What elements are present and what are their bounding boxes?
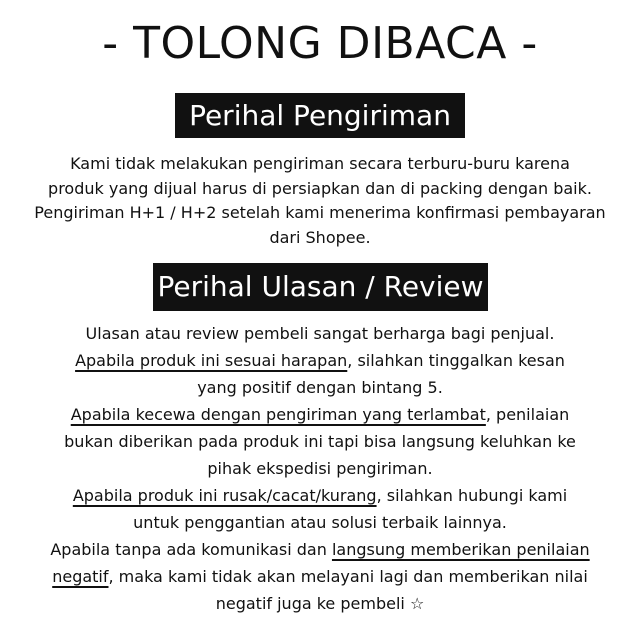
review-line: [0, 347, 640, 374]
review-line: [0, 590, 640, 617]
review-line: untuk penggantian atau solusi terbaik lainnya.: [133, 513, 507, 532]
review-line: [0, 401, 640, 428]
review-text: negatif juga ke pembeli: [215, 594, 405, 613]
underlined-text: langsung memberikan penilaian: [331, 540, 590, 559]
shipping-line: dari Shopee.: [269, 227, 371, 247]
shipping-line: Pengiriman H+1 / H+2 setelah kami menerima konfirmasi pembayaran: [34, 203, 606, 222]
review-line: [0, 482, 640, 509]
review-line: [0, 563, 640, 590]
shipping-heading-banner: [175, 93, 465, 138]
underlined-text: Apabila produk ini sesuai harapan: [75, 351, 348, 370]
review-paragraph: [0, 320, 640, 617]
shipping-line: produk yang dijual harus di persiapkan dan di packing dengan baik.: [48, 178, 592, 198]
review-line: yang positif dengan bintang 5.: [197, 378, 443, 397]
review-line: pihak ekspedisi pengiriman.: [207, 459, 433, 478]
review-text: , silahkan hubungi kami: [376, 486, 568, 505]
review-text: Apabila tanpa ada komunikasi dan: [50, 540, 332, 559]
review-line: Ulasan atau review pembeli sangat berharga bagi penjual.: [85, 324, 555, 343]
star-icon: ☆: [409, 594, 425, 613]
shipping-paragraph: [0, 152, 640, 250]
review-line: bukan diberikan pada produk ini tapi bisa langsung keluhkan ke: [64, 432, 576, 451]
review-text: , maka kami tidak akan melayani lagi dan memberikan nilai: [108, 567, 588, 586]
underlined-text: negatif: [52, 567, 109, 586]
review-text: , silahkan tinggalkan kesan: [347, 351, 565, 370]
review-text: , penilaian: [485, 405, 570, 424]
underlined-text: Apabila kecewa dengan pengiriman yang terlambat: [70, 405, 486, 424]
shipping-heading: Perihal Pengiriman: [189, 99, 451, 132]
underlined-text: Apabila produk ini rusak/cacat/kurang: [72, 486, 377, 505]
review-heading-banner: [153, 263, 488, 311]
review-line: [0, 536, 640, 563]
review-heading: Perihal Ulasan / Review: [157, 270, 484, 303]
shipping-line: Kami tidak melakukan pengiriman secara terburu-buru karena: [70, 154, 570, 173]
page-title: - TOLONG DIBACA -: [102, 18, 538, 69]
